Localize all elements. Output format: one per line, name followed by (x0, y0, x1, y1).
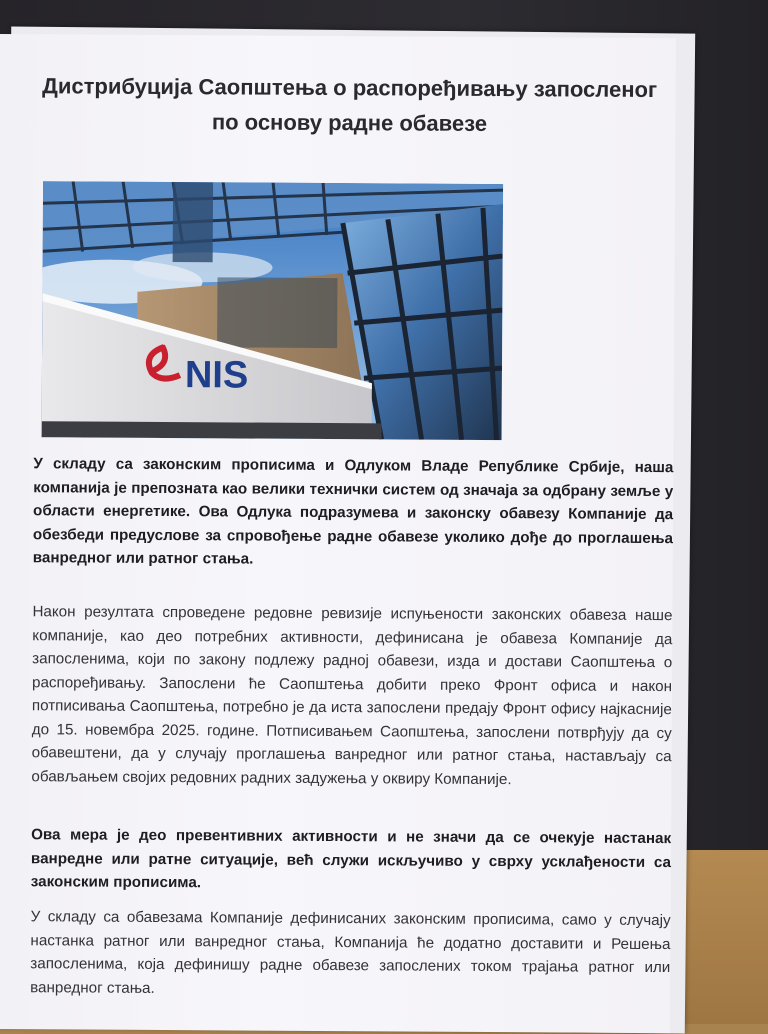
document-page (0, 34, 676, 1033)
paragraph-decisions: У складу са обавезама Компаније дефинисаних законским прописима, само у случају настанка ратног или ванредног стања, Компанија ће додатно доставити и Решења запосленима, која дефинишу радне обавезе запослених током трајања ратног или ванредног стања. (30, 908, 671, 997)
paragraph-legal-basis: У складу са законским прописима и Одлуком Владе Републике Србије, наша компанија је препозната као велики технички систем од значаја за одбрану земље у области енергетике. Ова Одлука подразумева и законску обавезу Компаније да обезбеди предуслове за спровођење радне обавезе уколико дође до проглашења ванредног или ратног стања. (32, 455, 674, 568)
document-title: Дистрибуција Саопштења о распоређивању запосленог по основу радне обавезе (42, 73, 658, 136)
paragraph-notice-procedure: Након резултата спроведене редовне ревизије испуњености законских обавеза наше компаније, као део потребних активности, дефинисана је обавеза Компаније да запосленима, који по закону подлежу радној обавези, изда и достави Саопштења о распоређивању. Запослени ће Саопштења добити преко Фронт офиса и након потписивања Саопштења, потребно је да иста запослени предају Фронт офису најкасније до 15. новембра 2025. године. Потписивањем Саопштења, запослени потврђују да су обавештени, да у случају проглашења ванредног или ратног стања, настављају са обављањем својих редовних радних задужења у оквиру Компаније. (31, 603, 673, 788)
paragraph-preventive-measure: Ова мера је део превентивних активности и не значи да се очекује настанак ванредне или ратне ситуације, већ служи искључиво у сврху усклађености са законским прописима. (30, 826, 672, 892)
nis-building-photo (42, 181, 504, 440)
nis-logo-text: NIS (184, 354, 249, 397)
